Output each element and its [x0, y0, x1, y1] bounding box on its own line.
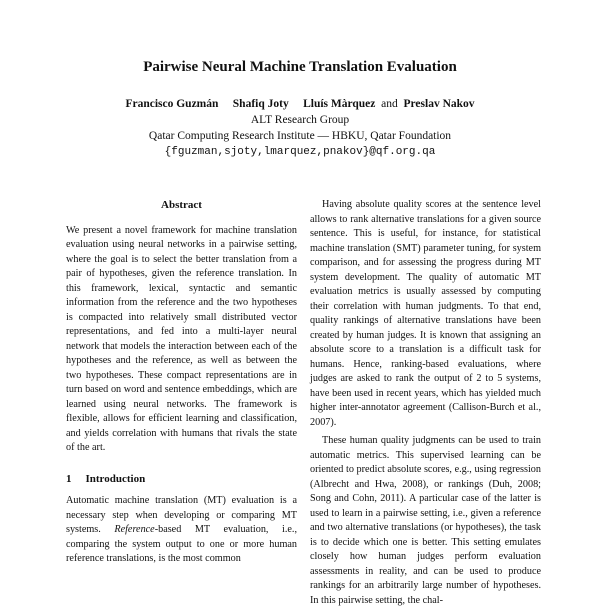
- author-emails: {fguzman,sjoty,lmarquez,pnakov}@qf.org.qa: [164, 146, 436, 158]
- author-conjunction: and: [381, 98, 398, 110]
- author-name: Shafiq Joty: [232, 98, 289, 110]
- body-paragraph: Having absolute quality scores at the sentence level allows to rank alternative translations for a given source sentence. This is useful, for instance, for statistical machine translation (SMT) parameter tuning, for system comparison, and for assessing the progress during MT system development. The quality of automatic MT evaluation metrics is usually assessed by computing their correlation with human judgments. To that end, quality rankings of alternative translations have been created by human judges. It is known that assigning an absolute score to a translation is a difficult task for humans. Hence, ranking-based evaluations, where judges are asked to rank the output of 2 to 5 systems, have been used in recent years, which has yielded much higher inter-annotator agreement (Callison-Burch et al., 2007).: [310, 199, 541, 428]
- author-name: Lluís Màrquez: [303, 98, 376, 110]
- section-number: 1: [66, 472, 72, 485]
- paper-title: Pairwise Neural Machine Translation Evaluation: [143, 59, 457, 75]
- left-column: [66, 198, 297, 567]
- body-paragraph: These human quality judgments can be used to train automatic metrics. This supervised learning can be oriented to predict absolute scores, e.g., using regression (Albrecht and Hwa, 2008), or rankings (Duh, 2008; Song and Cohn, 2011). A particular case of the latter is used to learn in a pairwise setting, i.e., given a reference and two alternative translations (or hypotheses), the task is to decide which one is better. This setting emulates closely how human judges perform evaluation assessments in reality, and can be used to produce rankings for an arbitrarily large number of hypotheses. In this pairwise setting, the chal-: [310, 435, 541, 606]
- intro-emphasis: Reference: [114, 524, 155, 535]
- intro-paragraph: [66, 494, 297, 567]
- affiliation: Qatar Computing Research Institute — HBKU, Qatar Foundation: [148, 130, 452, 142]
- author-name: Preslav Nakov: [403, 98, 475, 110]
- right-column: [310, 198, 541, 608]
- author-block: [0, 96, 600, 160]
- author-name: Francisco Guzmán: [125, 98, 219, 110]
- section-heading: [66, 472, 297, 487]
- section-title: Introduction: [85, 472, 146, 485]
- intro-text-continued: -based MT evaluation, i.e., comparing the system output to one or more human reference translations, is the most common: [66, 524, 297, 564]
- research-group: ALT Research Group: [250, 114, 350, 126]
- intro-text: Automatic machine translation (MT) evaluation is a necessary step when developing or comparing MT systems.: [66, 495, 297, 535]
- abstract-heading: Abstract: [161, 199, 202, 211]
- author-names: [0, 96, 600, 112]
- abstract-text: We present a novel framework for machine translation evaluation using neural networks in a pairwise setting, where the goal is to select the better translation from a pair of hypotheses, given the reference translation. In this framework, lexical, syntactic and semantic information from the reference and the two hypotheses is compacted into relatively small distributed vector representations, and fed into a multi-layer neural network that models the interaction between each of the hypotheses and the reference, as well as between the two hypotheses. These compact representations are in turn based on word and sentence embeddings, which are learned using neural networks. The framework is flexible, allows for efficient learning and classification, and yields correlation with humans that rivals the state of the art.: [66, 224, 297, 453]
